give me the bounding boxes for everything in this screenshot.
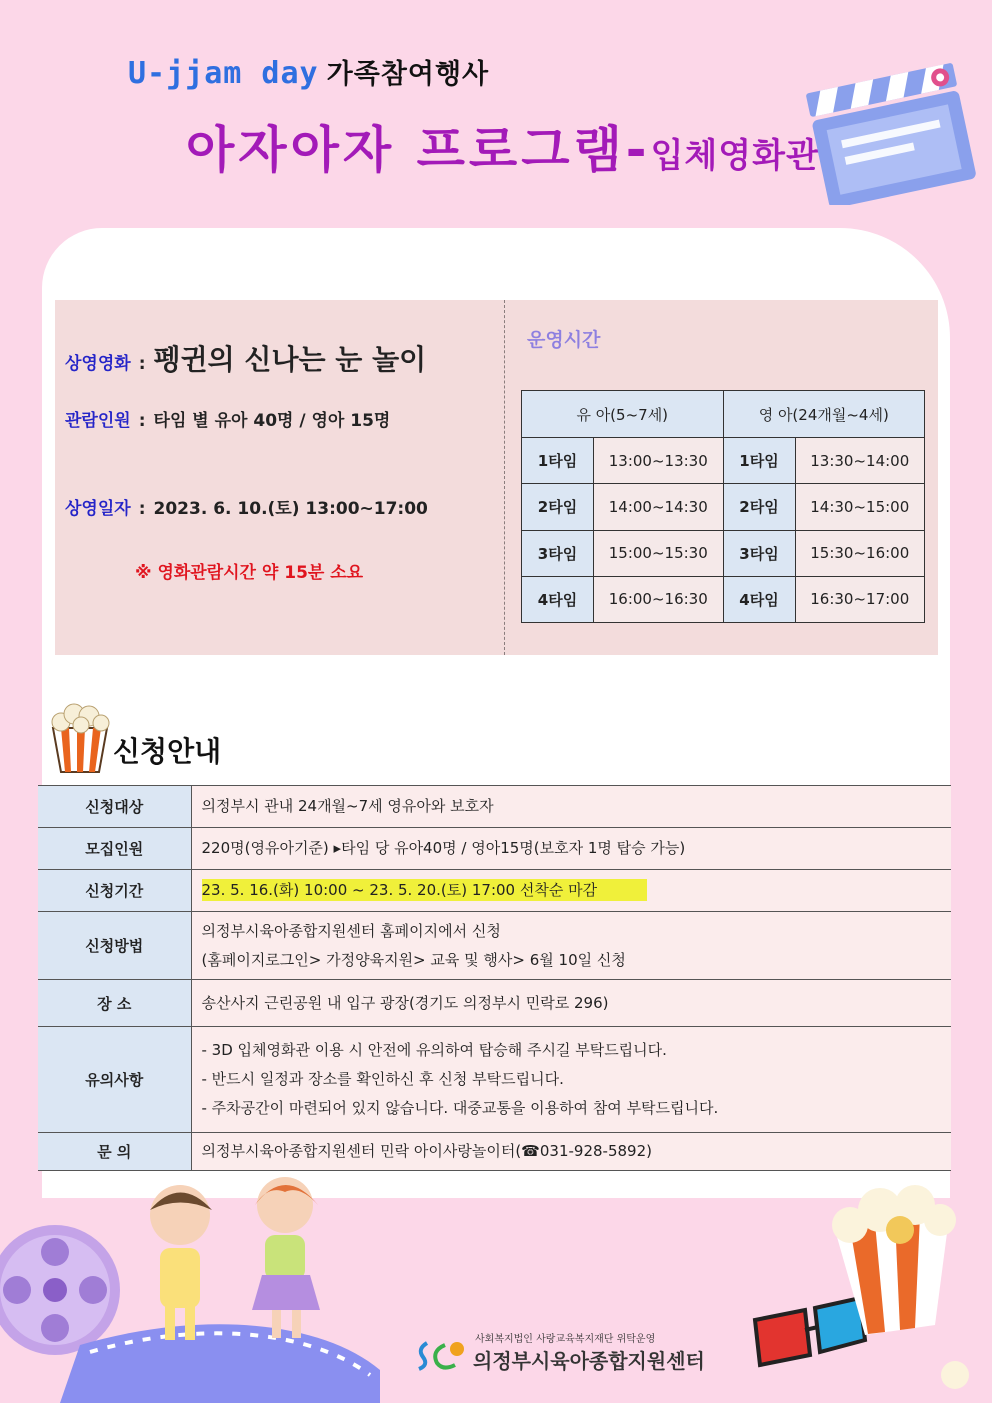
table-row <box>38 1027 951 1133</box>
time-slot-label: 2타임 <box>522 484 594 530</box>
org-logo-icon <box>415 1335 470 1373</box>
time-slot-label: 3타임 <box>723 530 795 576</box>
organization-logo <box>415 1330 715 1375</box>
movie-title: 펭귄의 신나는 눈 놀이 <box>153 343 427 376</box>
schedule-table <box>521 390 925 623</box>
schedule-title: 운영시간 <box>527 329 601 351</box>
time-slot-value: 16:30~17:00 <box>795 576 925 622</box>
row-key: 신청기간 <box>38 870 191 912</box>
program-subtitle: 입체영화관 <box>650 136 820 176</box>
row-key: 장 소 <box>38 980 191 1027</box>
date-value: 2023. 6. 10.(토) 13:00~17:00 <box>153 499 428 519</box>
popcorn-icon <box>47 700 113 774</box>
film-reel-icon <box>0 1225 120 1355</box>
row-value <box>191 828 951 870</box>
3d-glasses-icon <box>755 1298 865 1365</box>
row-key: 신청대상 <box>38 786 191 828</box>
date-row <box>65 494 428 519</box>
row-line: 의정부시육아종합지원센터 민락 아이사랑놀이터(☎031-928-5892) <box>201 1142 652 1160</box>
schedule-row <box>522 438 925 484</box>
row-line: 220명(영유아기준) ▸타임 당 유아40명 / 영아15명(보호자 1명 탑승 가능) <box>201 839 686 857</box>
row-key: 문 의 <box>38 1133 191 1171</box>
time-slot-value: 15:30~16:00 <box>795 530 925 576</box>
table-row <box>38 786 951 828</box>
table-row <box>38 828 951 870</box>
time-slot-label: 1타임 <box>723 438 795 484</box>
separator: : <box>138 499 146 519</box>
row-key: 신청방법 <box>38 912 191 980</box>
time-slot-value: 15:00~15:30 <box>594 530 724 576</box>
schedule-row <box>522 484 925 530</box>
film-strip <box>60 1324 380 1403</box>
schedule-row <box>522 576 925 622</box>
capacity-value: 타임 별 유아 40명 / 영아 15명 <box>153 411 391 431</box>
schedule-row <box>522 530 925 576</box>
popcorn-bucket-icon <box>832 1185 969 1389</box>
time-slot-label: 1타임 <box>522 438 594 484</box>
date-label: 상영일자 <box>65 499 131 519</box>
row-line: 의정부시 관내 24개월~7세 영유아와 보호자 <box>201 797 494 815</box>
row-line: 의정부시육아종합지원센터 홈페이지에서 신청 <box>201 921 501 940</box>
event-name-ko: 가족참여행사 <box>326 59 490 90</box>
event-subtitle <box>128 52 489 91</box>
time-slot-value: 13:00~13:30 <box>594 438 724 484</box>
time-slot-value: 13:30~14:00 <box>795 438 925 484</box>
program-title: 아자아자 프로그램- <box>186 121 651 179</box>
application-guide-title: 신청안내 <box>113 735 222 768</box>
row-line: (홈페이지로그인> 가정양육지원> 교육 및 행사> 6월 10일 신청 <box>201 950 626 969</box>
clapperboard-icon <box>800 55 980 205</box>
row-value <box>191 912 951 980</box>
separator: : <box>138 411 146 431</box>
highlighted-period: 23. 5. 16.(화) 10:00 ~ 23. 5. 20.(토) 17:00 선착순 마감 <box>202 879 648 901</box>
time-slot-label: 4타임 <box>522 576 594 622</box>
org-subtitle: 사회복지법인 사랑교육복지재단 위탁운영 <box>475 1334 656 1345</box>
time-slot-value: 14:00~14:30 <box>594 484 724 530</box>
application-table <box>38 785 951 1171</box>
time-slot-label: 3타임 <box>522 530 594 576</box>
row-key: 모집인원 <box>38 828 191 870</box>
time-slot-value: 16:00~16:30 <box>594 576 724 622</box>
event-name-en: U-jjam day <box>128 56 319 91</box>
page-title <box>186 110 820 182</box>
time-slot-value: 14:30~15:00 <box>795 484 925 530</box>
row-key: 유의사항 <box>38 1027 191 1133</box>
capacity-row <box>65 406 390 431</box>
table-row <box>38 1133 951 1171</box>
separator: : <box>138 354 146 374</box>
movie-label: 상영영화 <box>65 354 131 374</box>
movie-row <box>65 338 426 378</box>
capacity-label: 관람인원 <box>65 411 131 431</box>
row-line: 송산사지 근린공원 내 입구 광장(경기도 의정부시 민락로 296) <box>201 993 609 1012</box>
time-slot-label: 2타임 <box>723 484 795 530</box>
table-row <box>38 980 951 1027</box>
row-value <box>191 1027 951 1133</box>
info-divider <box>504 300 505 655</box>
row-line: - 3D 입체영화관 이용 시 안전에 유의하여 탑승해 주시길 부탁드립니다. <box>201 1041 667 1059</box>
org-name: 의정부시육아종합지원센터 <box>473 1349 705 1373</box>
time-slot-label: 4타임 <box>723 576 795 622</box>
table-row <box>38 870 951 912</box>
children-illustration <box>150 1177 320 1340</box>
row-value <box>191 786 951 828</box>
row-line: - 주차공간이 마련되어 있지 않습니다. 대중교통을 이용하여 참여 부탁드립니다. <box>201 1099 719 1117</box>
row-value <box>191 980 951 1027</box>
row-value <box>191 870 951 912</box>
row-line: - 반드시 일정과 장소를 확인하신 후 신청 부탁드립니다. <box>201 1070 564 1088</box>
viewing-time-note: ※ 영화관람시간 약 15분 소요 <box>135 563 364 583</box>
row-value <box>191 1133 951 1171</box>
schedule-header-infants: 영 아(24개월~4세) <box>723 391 925 438</box>
schedule-header-kids: 유 아(5~7세) <box>522 391 724 438</box>
table-row <box>38 912 951 980</box>
